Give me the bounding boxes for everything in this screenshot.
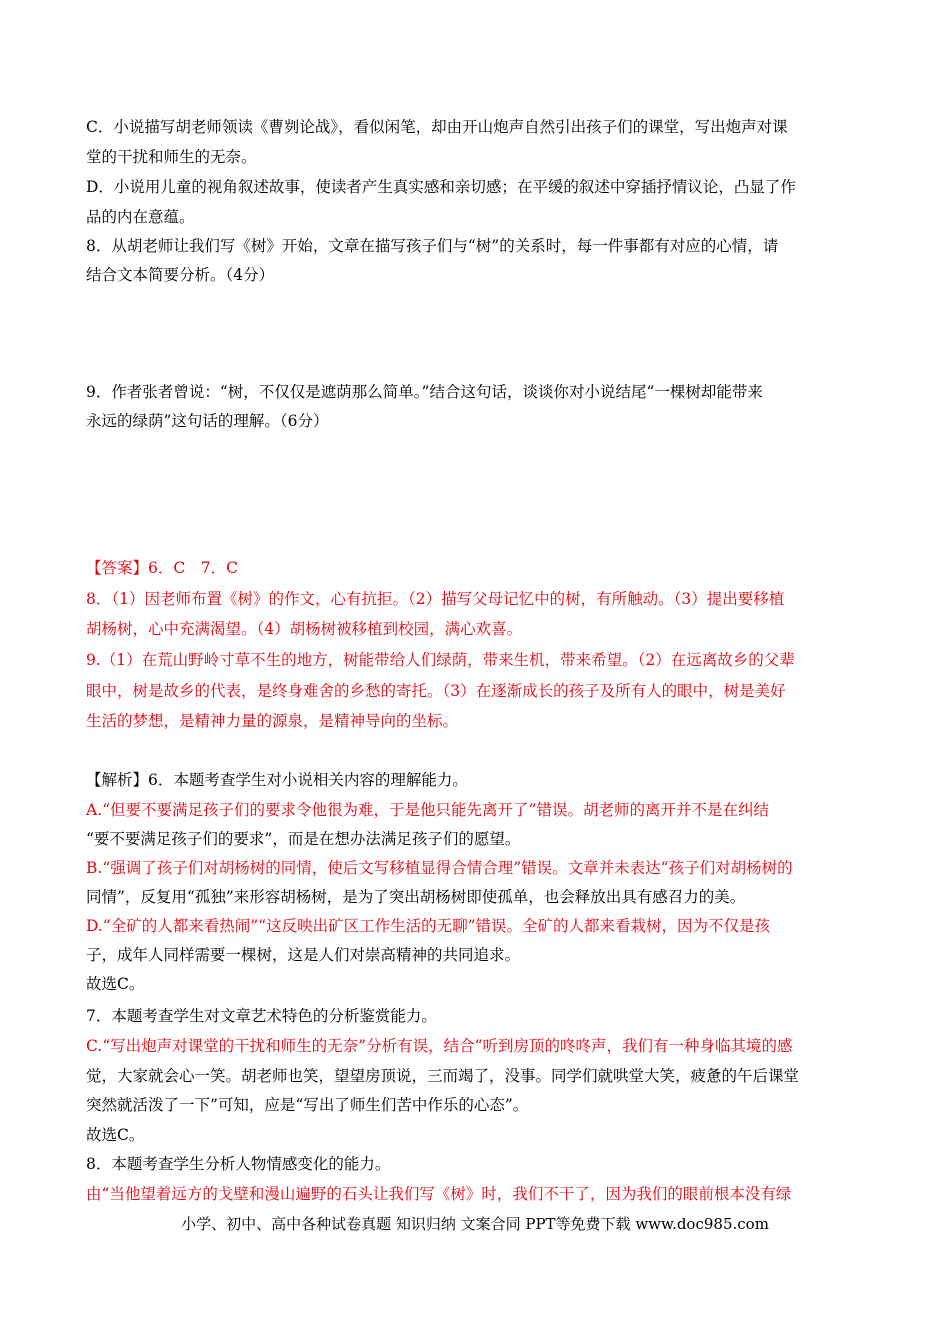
- question-9-line-1: 9．作者张者曾说：“树，不仅仅是遮荫那么简单。”结合这句话，谈谈你对小说结尾“一棵树却能带来: [86, 383, 763, 401]
- question-9-line-2: 永远的绿荫”这句话的理解。（6分）: [86, 412, 329, 430]
- answer-9-line-3: 生活的梦想，是精神力量的源泉，是精神导向的坐标。: [86, 712, 459, 730]
- analysis-line-2: A.“但要不要满足孩子们的要求令他很为难，于是他只能先离开了”错误。胡老师的离开并不是在纠结: [86, 801, 769, 819]
- answer-8-line-2: 胡杨树，心中充满渴望。（4）胡杨树被移植到校园，满心欢喜。: [86, 620, 523, 638]
- analysis-line-12: 突然就活泼了一下”可知，应是“写出了师生们苦中作乐的心态”。: [86, 1096, 529, 1114]
- answer-heading: 【答案】6．C 7．C: [86, 559, 238, 577]
- page-footer: 小学、初中、高中各种试卷真题 知识归纳 文案合同 PPT等免费下载 www.doc985.com: [181, 1215, 769, 1233]
- analysis-line-10: C.“写出炮声对课堂的干扰和师生的无奈”分析有误，结合“听到房顶的咚咚声，我们有一种身临其境的感: [86, 1037, 793, 1055]
- analysis-line-5: 同情”，反复用“孤独”来形容胡杨树，是为了突出胡杨树即使孤单，也会释放出具有感召力的美。: [86, 888, 746, 906]
- analysis-line-7: 子，成年人同样需要一棵树，这是人们对崇高精神的共同追求。: [86, 946, 521, 964]
- answer-9-line-1: 9.（1）在荒山野岭寸草不生的地方，树能带给人们绿荫，带来生机，带来希望。（2）在远离故乡的父辈: [86, 651, 795, 669]
- answer-9-line-2: 眼中，树是故乡的代表，是终身难舍的乡愁的寄托。（3）在逐渐成长的孩子及所有人的眼中，树是美好: [86, 682, 786, 700]
- question-7c-line-1: C．小说描写胡老师领读《曹刿论战》，看似闲笔，却由开山炮声自然引出孩子们的课堂，写出炮声对课: [86, 118, 788, 136]
- analysis-line-1: 【解析】6．本题考查学生对小说相关内容的理解能力。: [86, 771, 468, 789]
- analysis-line-9: 7．本题考查学生对文章艺术特色的分析鉴赏能力。: [86, 1007, 437, 1025]
- answer-8-line-1: 8．（1）因老师布置《树》的作文，心有抗拒。（2）描写父母记忆中的树，有所触动。（3）提出要移植: [86, 590, 785, 608]
- question-7c-line-2: 堂的干扰和师生的无奈。: [86, 148, 257, 166]
- question-8-line-2: 结合文本简要分析。（4分）: [86, 266, 275, 284]
- analysis-line-3: “要不要满足孩子们的要求”，而是在想办法满足孩子们的愿望。: [86, 830, 521, 848]
- analysis-line-14: 8．本题考查学生分析人物情感变化的能力。: [86, 1155, 391, 1173]
- analysis-line-8: 故选C。: [86, 975, 145, 993]
- question-8-line-1: 8．从胡老师让我们写《树》开始，文章在描写孩子们与“树”的关系时，每一件事都有对应的心情，请: [86, 237, 779, 255]
- analysis-line-4: B.“强调了孩子们对胡杨树的同情，使后文写移植显得合情合理”错误。文章并未表达“孩子们对胡杨树的: [86, 859, 793, 877]
- analysis-line-6: D.“全矿的人都来看热闹”“这反映出矿区工作生活的无聊”错误。全矿的人都来看栽树，因为不仅是孩: [86, 917, 771, 935]
- analysis-line-13: 故选C。: [86, 1126, 145, 1144]
- question-7d-line-2: 品的内在意蕴。: [86, 208, 195, 226]
- analysis-line-15: 由“当他望着远方的戈壁和漫山遍野的石头让我们写《树》时，我们不干了，因为我们的眼前根本没有绿: [86, 1185, 792, 1203]
- analysis-line-11: 觉，大家就会心一笑。胡老师也笑，望望房顶说，三而竭了，没事。同学们就哄堂大笑，疲惫的午后课堂: [86, 1067, 800, 1085]
- question-7d-line-1: D．小说用儿童的视角叙述故事，使读者产生真实感和亲切感；在平缓的叙述中穿插抒情议论，凸显了作: [86, 178, 796, 196]
